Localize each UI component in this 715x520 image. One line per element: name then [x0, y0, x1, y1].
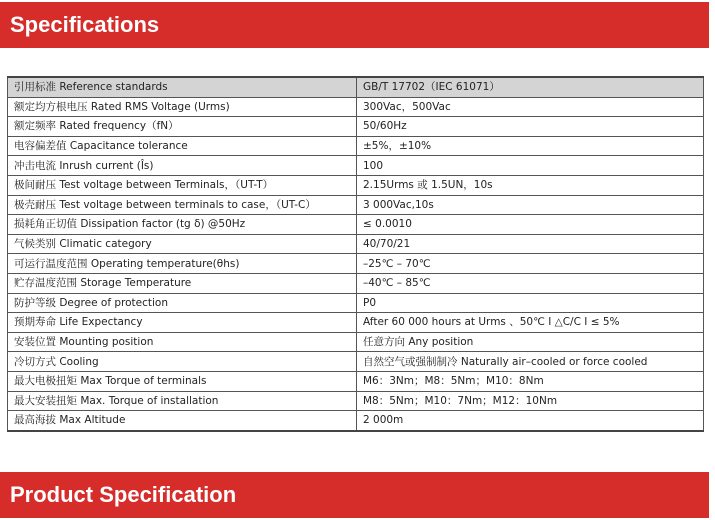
- table-row: [8, 136, 704, 156]
- spec-label: 损耗角正切值 Dissipation factor (tg δ) @50Hz: [8, 215, 357, 235]
- table-row: [8, 313, 704, 333]
- table-row: [8, 391, 704, 411]
- spec-label: 极壳耐压 Test voltage between terminals to case，（UT-C）: [8, 195, 357, 215]
- specifications-heading: Specifications: [10, 12, 160, 37]
- spec-label: 最大安装扭矩 Max. Torque of installation: [8, 391, 357, 411]
- spec-table-body: [8, 77, 704, 431]
- spec-value: GB/T 17702（IEC 61071）: [357, 77, 704, 97]
- spec-label: 安装位置 Mounting position: [8, 332, 357, 352]
- spec-value: 自然空气或强制制冷 Naturally air–cooled or force cooled: [357, 352, 704, 372]
- spec-value: P0: [357, 293, 704, 313]
- spec-label: 贮存温度范围 Storage Temperature: [8, 273, 357, 293]
- spec-value: ≤ 0.0010: [357, 215, 704, 235]
- specifications-banner: [0, 2, 709, 48]
- spec-value: 3 000Vac,10s: [357, 195, 704, 215]
- product-specification-heading: Product Specification: [10, 482, 237, 507]
- spec-label: 预期寿命 Life Expectancy: [8, 313, 357, 333]
- spec-value: –25℃ – 70℃: [357, 254, 704, 274]
- spec-table: [7, 76, 704, 432]
- spec-label: 最高海拔 Max Altitude: [8, 411, 357, 431]
- spec-label: 电容偏差值 Capacitance tolerance: [8, 136, 357, 156]
- spec-label: 极间耐压 Test voltage between Terminals，（UT-T）: [8, 175, 357, 195]
- table-row: [8, 117, 704, 137]
- spec-label: 额定频率 Rated frequency（fN）: [8, 117, 357, 137]
- table-row: [8, 195, 704, 215]
- spec-label: 冲击电流 Inrush current (Îs): [8, 156, 357, 176]
- spec-value: M6：3Nm；M8：5Nm；M10：8Nm: [357, 371, 704, 391]
- table-row: [8, 273, 704, 293]
- table-row: [8, 215, 704, 235]
- spec-value: 40/70/21: [357, 234, 704, 254]
- spec-value: –40℃ – 85℃: [357, 273, 704, 293]
- spec-value: After 60 000 hours at Urms 、50℃ I △C/C I ≤ 5%: [357, 313, 704, 333]
- table-row: [8, 175, 704, 195]
- spec-value: 任意方向 Any position: [357, 332, 704, 352]
- table-row: [8, 411, 704, 431]
- table-row: [8, 156, 704, 176]
- product-specification-banner: [0, 472, 709, 518]
- table-row: [8, 234, 704, 254]
- table-row: [8, 97, 704, 117]
- spec-label: 冷切方式 Cooling: [8, 352, 357, 372]
- spec-label: 最大电极扭矩 Max Torque of terminals: [8, 371, 357, 391]
- spec-value: 2 000m: [357, 411, 704, 431]
- table-row: [8, 293, 704, 313]
- table-row: [8, 371, 704, 391]
- spec-value: ±5%，±10%: [357, 136, 704, 156]
- table-row: [8, 254, 704, 274]
- spec-value: M8：5Nm；M10：7Nm；M12：10Nm: [357, 391, 704, 411]
- spec-label: 引用标准 Reference standards: [8, 77, 357, 97]
- spec-label: 额定均方根电压 Rated RMS Voltage (Urms): [8, 97, 357, 117]
- spec-label: 防护等级 Degree of protection: [8, 293, 357, 313]
- spec-label: 可运行温度范围 Operating temperature(θhs): [8, 254, 357, 274]
- spec-label: 气候类别 Climatic category: [8, 234, 357, 254]
- spec-value: 100: [357, 156, 704, 176]
- spec-value: 2.15Urms 或 1.5UN，10s: [357, 175, 704, 195]
- spec-value: 300Vac，500Vac: [357, 97, 704, 117]
- spec-value: 50/60Hz: [357, 117, 704, 137]
- table-row: [8, 352, 704, 372]
- spec-table-container: [7, 76, 703, 432]
- table-row: [8, 332, 704, 352]
- table-row: [8, 77, 704, 97]
